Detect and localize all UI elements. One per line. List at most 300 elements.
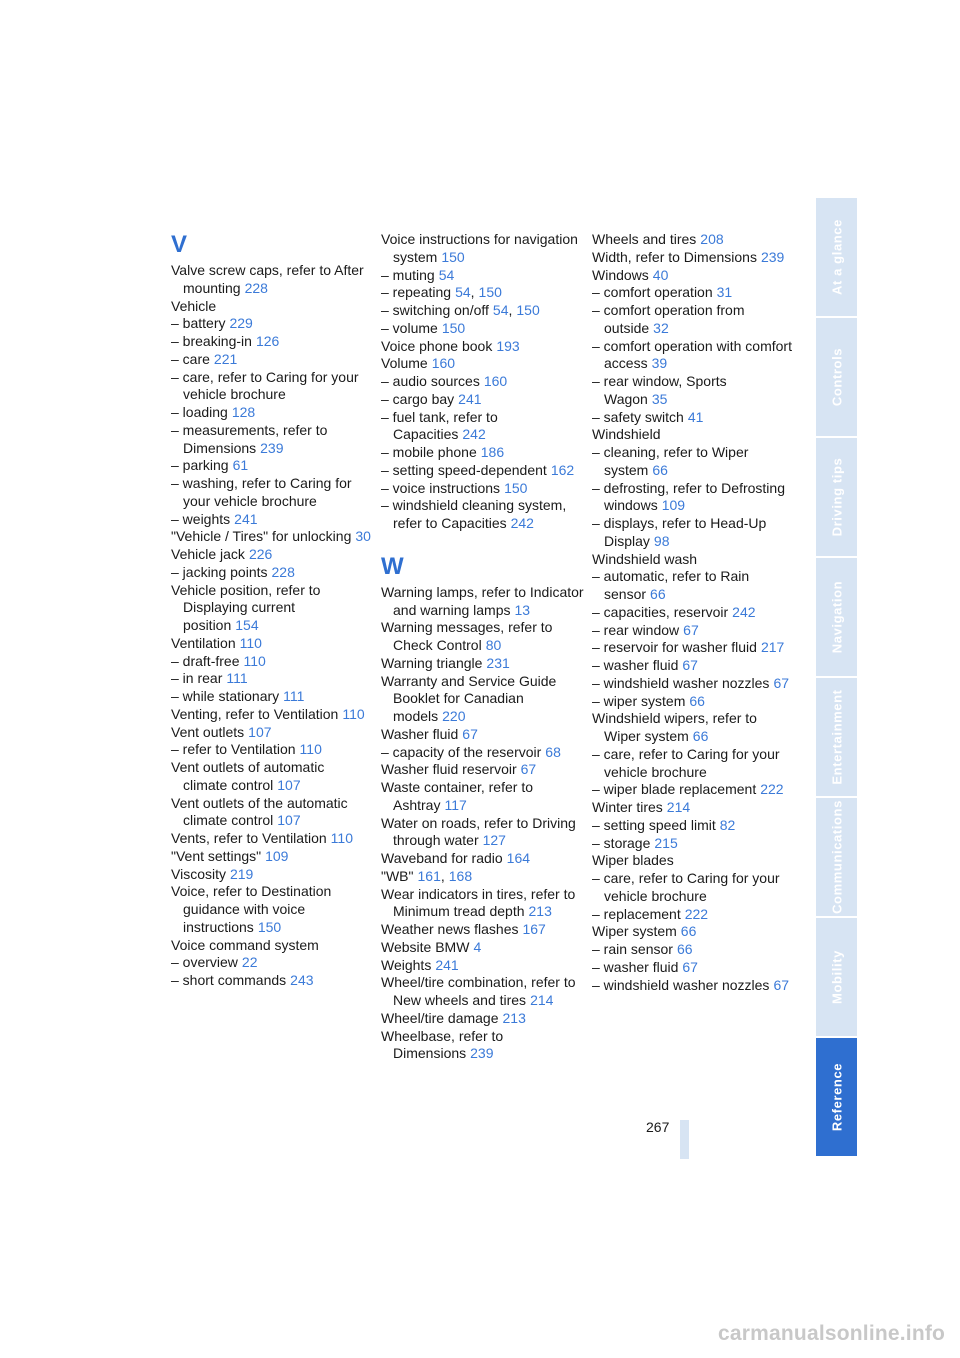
page-reference-link[interactable]: 214 xyxy=(666,799,691,815)
index-entry xyxy=(381,974,586,1010)
index-entry-text: Weather news flashes xyxy=(381,921,519,937)
index-entry-text: – mobile phone xyxy=(381,444,477,460)
index-entry-text: – rain sensor xyxy=(592,941,673,957)
page-reference-link[interactable]: 110 xyxy=(299,741,322,758)
tab-label: At a glance xyxy=(829,219,844,295)
tab-controls[interactable] xyxy=(816,318,857,438)
page-reference-link[interactable]: 67 xyxy=(520,761,537,778)
index-entry xyxy=(171,937,371,955)
page-reference-link[interactable]: 110 xyxy=(330,830,353,846)
section-letter: V xyxy=(171,231,188,258)
index-entry xyxy=(592,710,792,746)
index-entry-text: – comfort operation from outside xyxy=(592,302,745,336)
index-entry-text: – loading xyxy=(171,404,228,420)
index-entry xyxy=(592,675,792,693)
index-entry-text: Width, refer to Dimensions xyxy=(592,248,757,265)
watermark: carmanualsonline.info xyxy=(718,1322,946,1345)
index-entry-text: – battery xyxy=(171,315,226,332)
page-reference-link[interactable]: 228 xyxy=(271,563,295,580)
page-reference-link[interactable]: 54 xyxy=(455,284,471,301)
index-entry-text: Waste container, refer to Ashtray xyxy=(381,779,533,813)
index-entry-text: – care, refer to Caring for your vehicle brochure xyxy=(171,368,359,403)
page-reference-link[interactable]: 61 xyxy=(232,457,249,474)
index-entry-text: – short commands xyxy=(171,972,287,988)
index-entry-text: – displays, refer to Head-Up Display xyxy=(592,515,767,549)
index-entry-text: – cargo bay xyxy=(381,390,455,407)
page-reference-link[interactable]: 239 xyxy=(470,1045,494,1062)
index-entry xyxy=(381,462,586,480)
index-entry xyxy=(592,249,792,267)
index-entry xyxy=(592,515,792,551)
page-reference-link[interactable]: 150 xyxy=(478,284,502,301)
index-entry xyxy=(381,868,586,886)
index-entry-text: Volume xyxy=(381,355,428,372)
page-reference-link[interactable]: 241 xyxy=(435,956,459,973)
page-reference-link[interactable]: 110 xyxy=(243,652,266,669)
index-column-3 xyxy=(592,231,792,994)
index-entry-text: Windows xyxy=(592,266,649,283)
index-entry-text: – windshield washer nozzles xyxy=(592,674,770,691)
index-entry xyxy=(592,746,792,782)
index-entry-text: – washing, refer to Caring for your vehicle brochure xyxy=(171,475,352,509)
index-entry-text: – care, refer to Caring for your vehicle brochure xyxy=(592,870,780,904)
index-entry-text: – weights xyxy=(171,510,231,527)
index-entry xyxy=(381,231,586,267)
index-entry xyxy=(592,302,792,338)
index-entry xyxy=(171,741,371,759)
index-entry-text: – care, refer to Caring for your vehicle brochure xyxy=(592,745,780,780)
index-entry-text: Voice, refer to Destination guidance with voice instructions xyxy=(171,883,332,935)
index-entry-text: – refer to Ventilation xyxy=(171,741,296,758)
index-entry-text: – rear window xyxy=(592,621,680,638)
index-entry-text: – cleaning, refer to Wiper system xyxy=(592,444,749,478)
index-entry xyxy=(592,781,792,799)
page-reference-link[interactable]: 82 xyxy=(719,816,736,833)
index-entry xyxy=(381,302,586,320)
page-reference-link[interactable]: 111 xyxy=(226,670,248,687)
index-entry-text: – automatic, refer to Rain sensor xyxy=(592,568,750,602)
index-entry-text: Website BMW xyxy=(381,938,470,955)
index-entry-text: – voice instructions xyxy=(381,479,501,496)
index-entry-text: Wheelbase, refer to Dimensions xyxy=(381,1027,504,1062)
index-entry-text: "Vent settings" xyxy=(171,847,262,864)
index-entry xyxy=(171,351,371,369)
index-entry xyxy=(381,744,586,762)
index-entry xyxy=(171,422,371,458)
index-entry xyxy=(592,338,792,374)
page-reference-link[interactable]: 241 xyxy=(458,390,482,407)
index-entry xyxy=(592,639,792,657)
index-entry-text: Vent outlets of automatic climate control xyxy=(171,759,325,793)
index-entry xyxy=(381,373,586,391)
page-reference-link[interactable]: 66 xyxy=(652,461,668,478)
index-entry xyxy=(381,444,586,462)
page-reference-link[interactable]: 117 xyxy=(444,796,467,813)
index-entry xyxy=(381,284,586,302)
index-entry-text: – reservoir for washer fluid xyxy=(592,639,757,656)
page-reference-link[interactable]: 167 xyxy=(522,921,546,937)
index-entry xyxy=(381,726,586,744)
index-entry-text: Warranty and Service Guide Booklet for Canadian models xyxy=(381,672,557,724)
index-entry xyxy=(171,369,371,405)
index-entry xyxy=(592,604,792,622)
index-entry xyxy=(592,267,792,285)
index-entry xyxy=(592,923,792,941)
index-entry-text: Vehicle position, refer to Displaying current position xyxy=(171,581,321,633)
index-entry-text: Windshield xyxy=(592,426,661,443)
index-entry-text: Vent outlets xyxy=(171,723,245,740)
index-entry xyxy=(381,779,586,815)
index-entry xyxy=(381,480,586,498)
index-entry-text: – windshield cleaning system, refer to Capacities xyxy=(381,497,567,531)
page-reference-link[interactable]: 226 xyxy=(248,546,273,562)
tab-at-a-glance[interactable] xyxy=(816,198,857,318)
index-entry-text: Valve screw caps, refer to After mounting xyxy=(171,262,364,296)
index-entry xyxy=(592,231,792,249)
index-entry xyxy=(381,655,586,673)
index-entry-text: – breaking-in xyxy=(171,333,252,349)
page-reference-link[interactable]: 150 xyxy=(441,248,465,265)
index-entry-text: Windshield wash xyxy=(592,550,698,567)
index-entry xyxy=(592,657,792,675)
page-reference-link[interactable]: 66 xyxy=(689,692,705,709)
index-entry xyxy=(171,883,371,936)
page-reference-link[interactable]: 22 xyxy=(241,954,258,971)
page-reference-link[interactable]: 109 xyxy=(265,847,289,864)
page-reference-link[interactable]: 229 xyxy=(229,315,253,332)
page-reference-link[interactable]: 40 xyxy=(652,266,669,283)
page-reference-link[interactable]: 107 xyxy=(277,776,301,793)
index-entry xyxy=(381,320,586,338)
index-entry xyxy=(592,480,792,516)
index-entry-text: Ventilation xyxy=(171,634,236,651)
index-entry-text: – draft-free xyxy=(171,652,240,669)
index-entry-text: Vents, refer to Ventilation xyxy=(171,830,327,846)
page-reference-link[interactable]: 107 xyxy=(277,812,301,829)
index-entry-text: Wheel/tire combination, refer to New wheels and tires xyxy=(381,974,576,1008)
page-reference-link[interactable]: 228 xyxy=(244,279,268,296)
page-reference-link[interactable]: 162 xyxy=(550,461,575,478)
page-reference-link[interactable]: 127 xyxy=(482,832,506,849)
index-entry-text: Weights xyxy=(381,956,432,973)
index-entry xyxy=(381,1028,586,1064)
index-entry-text: Warning lamps, refer to Indicator and warning lamps xyxy=(381,583,584,618)
page-reference-link[interactable]: 239 xyxy=(260,439,284,456)
page-reference-link[interactable]: 4 xyxy=(473,938,482,955)
index-entry xyxy=(381,957,586,975)
index-entry-text: – safety switch xyxy=(592,408,684,425)
index-entry xyxy=(592,426,792,444)
page-reference-link[interactable]: 67 xyxy=(683,621,699,638)
page-reference-link[interactable]: 160 xyxy=(483,373,508,389)
page-reference-link[interactable]: 67 xyxy=(773,976,790,993)
index-entry xyxy=(171,848,371,866)
index-entry xyxy=(381,761,586,779)
index-entry xyxy=(381,673,586,726)
page-reference-link[interactable]: 107 xyxy=(248,723,272,740)
index-column-1 xyxy=(171,231,371,990)
page-reference-link[interactable]: 215 xyxy=(654,834,678,851)
index-entry-text: – capacity of the reservoir xyxy=(381,743,542,760)
index-entry-text: Washer fluid reservoir xyxy=(381,761,517,778)
index-entry xyxy=(171,564,371,582)
page-reference-link[interactable]: 186 xyxy=(480,444,505,460)
index-entry xyxy=(171,475,371,511)
index-entry xyxy=(171,404,371,422)
index-entry-text: – overview xyxy=(171,954,238,971)
index-entry xyxy=(592,906,792,924)
page-reference-link[interactable]: 67 xyxy=(682,657,698,673)
index-entry xyxy=(171,653,371,671)
page-reference-link[interactable]: 231 xyxy=(486,654,510,671)
page-reference-link[interactable]: 128 xyxy=(231,404,256,420)
index-entry xyxy=(171,546,371,564)
index-entry xyxy=(171,333,371,351)
index-entry-text: Windshield wipers, refer to Wiper system xyxy=(592,710,757,744)
page-reference-link[interactable]: 242 xyxy=(510,515,534,531)
tab-entertainment[interactable] xyxy=(816,678,857,798)
index-entry xyxy=(381,1010,586,1028)
index-entry-text: – storage xyxy=(592,834,651,851)
page-reference-link[interactable]: 109 xyxy=(661,497,686,514)
page-reference-link[interactable]: 213 xyxy=(528,903,552,920)
index-entry xyxy=(171,706,371,724)
page-reference-link[interactable]: 213 xyxy=(502,1009,526,1026)
page-reference-link[interactable]: 110 xyxy=(342,705,365,722)
page-separator: , xyxy=(508,302,513,318)
index-entry-text: Warning triangle xyxy=(381,654,483,671)
index-entry-text: Voice command system xyxy=(171,936,319,953)
index-entry xyxy=(381,815,586,851)
tab-label: Mobility xyxy=(829,950,844,1004)
index-entry xyxy=(381,267,586,285)
index-entry xyxy=(171,582,371,635)
index-entry-text: – washer fluid xyxy=(592,958,679,975)
index-entry-text: Vent outlets of the automatic climate control xyxy=(171,794,348,829)
page-separator: , xyxy=(440,867,445,884)
index-entry-text: – muting xyxy=(381,266,435,283)
index-entry xyxy=(592,373,792,409)
index-entry-text: – wiper blade replacement xyxy=(592,781,757,798)
page-reference-link[interactable]: 66 xyxy=(650,586,666,602)
index-entry xyxy=(171,688,371,706)
page-reference-link[interactable]: 66 xyxy=(692,728,709,744)
index-entry-text: – measurements, refer to Dimensions xyxy=(171,421,328,456)
page-reference-link[interactable]: 67 xyxy=(773,674,790,691)
index-entry xyxy=(381,886,586,922)
index-entry-text: – defrosting, refer to Defrosting windows xyxy=(592,479,785,514)
index-entry xyxy=(171,972,371,990)
page-reference-link[interactable]: 66 xyxy=(676,941,693,957)
index-entry-text: – parking xyxy=(171,457,229,474)
index-entry xyxy=(171,262,371,298)
index-entry-text: – comfort operation with comfort access xyxy=(592,337,792,372)
page-reference-link[interactable]: 220 xyxy=(442,708,466,724)
section-tabs xyxy=(816,198,857,1158)
index-entry xyxy=(592,622,792,640)
page-reference-link[interactable]: 242 xyxy=(732,603,756,620)
index-entry-text: Washer fluid xyxy=(381,725,459,742)
index-entry xyxy=(592,693,792,711)
page-number-bar xyxy=(680,1120,689,1159)
page-reference-link[interactable]: 150 xyxy=(441,319,466,336)
index-entry xyxy=(381,850,586,868)
index-entry xyxy=(171,724,371,742)
page-reference-link[interactable]: 31 xyxy=(716,284,733,301)
page-reference-link[interactable]: 217 xyxy=(760,639,785,656)
index-entry xyxy=(592,284,792,302)
index-entry-text: Voice instructions for navigation system xyxy=(381,231,578,265)
index-entry xyxy=(592,977,792,995)
index-entry-text: "Vehicle / Tires" for unlocking xyxy=(171,528,352,545)
index-entry-text: Winter tires xyxy=(592,799,663,815)
page-reference-link[interactable]: 208 xyxy=(700,231,724,247)
index-entry xyxy=(381,355,586,373)
tab-communications[interactable] xyxy=(816,798,857,918)
page-reference-link[interactable]: 193 xyxy=(496,337,520,354)
page-reference-link[interactable]: 13 xyxy=(514,601,531,618)
index-entry xyxy=(592,817,792,835)
tab-navigation[interactable] xyxy=(816,558,857,678)
page-reference-link[interactable]: 39 xyxy=(651,355,668,372)
index-entry xyxy=(592,409,792,427)
index-entry xyxy=(171,298,371,316)
page-reference-link[interactable]: 67 xyxy=(462,725,478,742)
tab-label: Controls xyxy=(829,347,844,407)
page-reference-link[interactable]: 243 xyxy=(290,972,314,988)
index-entry xyxy=(171,511,371,529)
tab-label: Communications xyxy=(829,800,844,914)
index-column-2 xyxy=(381,231,586,1063)
page-reference-link[interactable]: 222 xyxy=(760,781,784,798)
index-entry-text: – replacement xyxy=(592,905,681,922)
index-entry xyxy=(171,795,371,831)
index-entry-text: Vehicle xyxy=(171,297,217,314)
index-entry-text: Water on roads, refer to Driving through water xyxy=(381,814,576,849)
index-entry xyxy=(381,391,586,409)
page-reference-link[interactable]: 67 xyxy=(682,958,698,975)
index-entry xyxy=(171,315,371,333)
index-entry xyxy=(592,870,792,906)
index-entry-text: "WB" xyxy=(381,867,414,884)
index-entry-text: Wheel/tire damage xyxy=(381,1009,499,1026)
index-entry xyxy=(381,619,586,655)
page-reference-link[interactable]: 110 xyxy=(239,634,262,651)
index-entry xyxy=(171,954,371,972)
index-entry xyxy=(592,799,792,817)
index-entry xyxy=(592,444,792,480)
index-entry-text: – volume xyxy=(381,319,438,336)
index-entry xyxy=(592,852,792,870)
index-entry-text: Vehicle jack xyxy=(171,546,245,562)
page-reference-link[interactable]: 161 xyxy=(417,867,441,884)
index-entry-text: Wear indicators in tires, refer to Minimum tread depth xyxy=(381,885,576,920)
index-entry xyxy=(592,551,792,569)
page-reference-link[interactable]: 66 xyxy=(680,923,697,940)
page-reference-link[interactable]: 239 xyxy=(760,248,785,265)
index-entry-text: – setting speed limit xyxy=(592,816,716,833)
tab-label: Reference xyxy=(829,1062,844,1132)
index-entry xyxy=(592,835,792,853)
page-reference-link[interactable]: 221 xyxy=(213,350,238,367)
page-reference-link[interactable]: 150 xyxy=(257,918,282,935)
index-entry-text: Venting, refer to Ventilation xyxy=(171,705,339,722)
page-reference-link[interactable]: 242 xyxy=(462,426,486,443)
tab-label: Entertainment xyxy=(829,689,844,785)
index-entry-text: – rear window, Sports Wagon xyxy=(592,373,727,407)
page-reference-link[interactable]: 164 xyxy=(506,850,531,866)
page-reference-link[interactable]: 54 xyxy=(438,266,455,283)
index-entry-text: – washer fluid xyxy=(592,657,679,673)
tab-reference[interactable] xyxy=(816,1038,857,1158)
index-entry-text: Wiper blades xyxy=(592,852,674,869)
index-entry-text: – repeating xyxy=(381,284,452,301)
index-entry xyxy=(171,759,371,795)
page-reference-link[interactable]: 111 xyxy=(283,688,305,704)
index-entry xyxy=(381,584,586,620)
page-reference-link[interactable]: 68 xyxy=(545,743,561,760)
page-reference-link[interactable]: 80 xyxy=(485,637,502,653)
tab-mobility[interactable] xyxy=(816,918,857,1038)
page-separator: , xyxy=(470,284,475,301)
page-reference-link[interactable]: 54 xyxy=(492,302,509,318)
index-entry-text: – comfort operation xyxy=(592,284,713,301)
page-reference-link[interactable]: 154 xyxy=(235,617,259,633)
page-reference-link[interactable]: 98 xyxy=(653,532,670,549)
page-reference-link[interactable]: 35 xyxy=(651,390,668,407)
tab-label: Driving tips xyxy=(829,457,844,537)
index-entry xyxy=(171,670,371,688)
index-entry xyxy=(381,338,586,356)
page-reference-link[interactable]: 219 xyxy=(229,865,254,882)
page-reference-link[interactable]: 41 xyxy=(687,408,704,425)
page-reference-link[interactable]: 222 xyxy=(684,905,709,922)
page-reference-link[interactable]: 160 xyxy=(431,355,456,372)
index-entry-text: – switching on/off xyxy=(381,302,489,318)
tab-driving-tips[interactable] xyxy=(816,438,857,558)
page-reference-link[interactable]: 168 xyxy=(448,867,473,884)
page-reference-link[interactable]: 32 xyxy=(653,319,669,336)
page-reference-link[interactable]: 241 xyxy=(234,510,258,527)
page-reference-link[interactable]: 30 xyxy=(355,528,371,545)
index-entry xyxy=(171,830,371,848)
index-entry xyxy=(381,497,586,533)
index-entry xyxy=(171,528,371,546)
index-entry-text: Waveband for radio xyxy=(381,850,503,866)
index-entry-text: – windshield washer nozzles xyxy=(592,976,770,993)
index-entry-text: Warning messages, refer to Check Control xyxy=(381,619,553,653)
index-entry xyxy=(171,635,371,653)
index-entry-text: – capacities, reservoir xyxy=(592,603,729,620)
index-entry xyxy=(171,457,371,475)
index-entry-text: – while stationary xyxy=(171,688,280,704)
page-reference-link[interactable]: 214 xyxy=(530,992,554,1008)
index-entry-text: – wiper system xyxy=(592,692,686,709)
index-entry xyxy=(381,409,586,445)
index-entry-text: – audio sources xyxy=(381,373,480,389)
section-letter: W xyxy=(381,552,404,580)
index-entry-text: – jacking points xyxy=(171,563,268,580)
page-number: 267 xyxy=(646,1119,670,1135)
page-reference-link[interactable]: 150 xyxy=(516,302,540,318)
page-reference-link[interactable]: 126 xyxy=(255,333,280,349)
index-entry-text: – in rear xyxy=(171,670,223,687)
index-entry-text: Wheels and tires xyxy=(592,231,697,247)
index-entry-text: Wiper system xyxy=(592,923,677,940)
page-reference-link[interactable]: 150 xyxy=(504,479,528,496)
tab-label: Navigation xyxy=(829,580,844,654)
index-entry xyxy=(171,866,371,884)
